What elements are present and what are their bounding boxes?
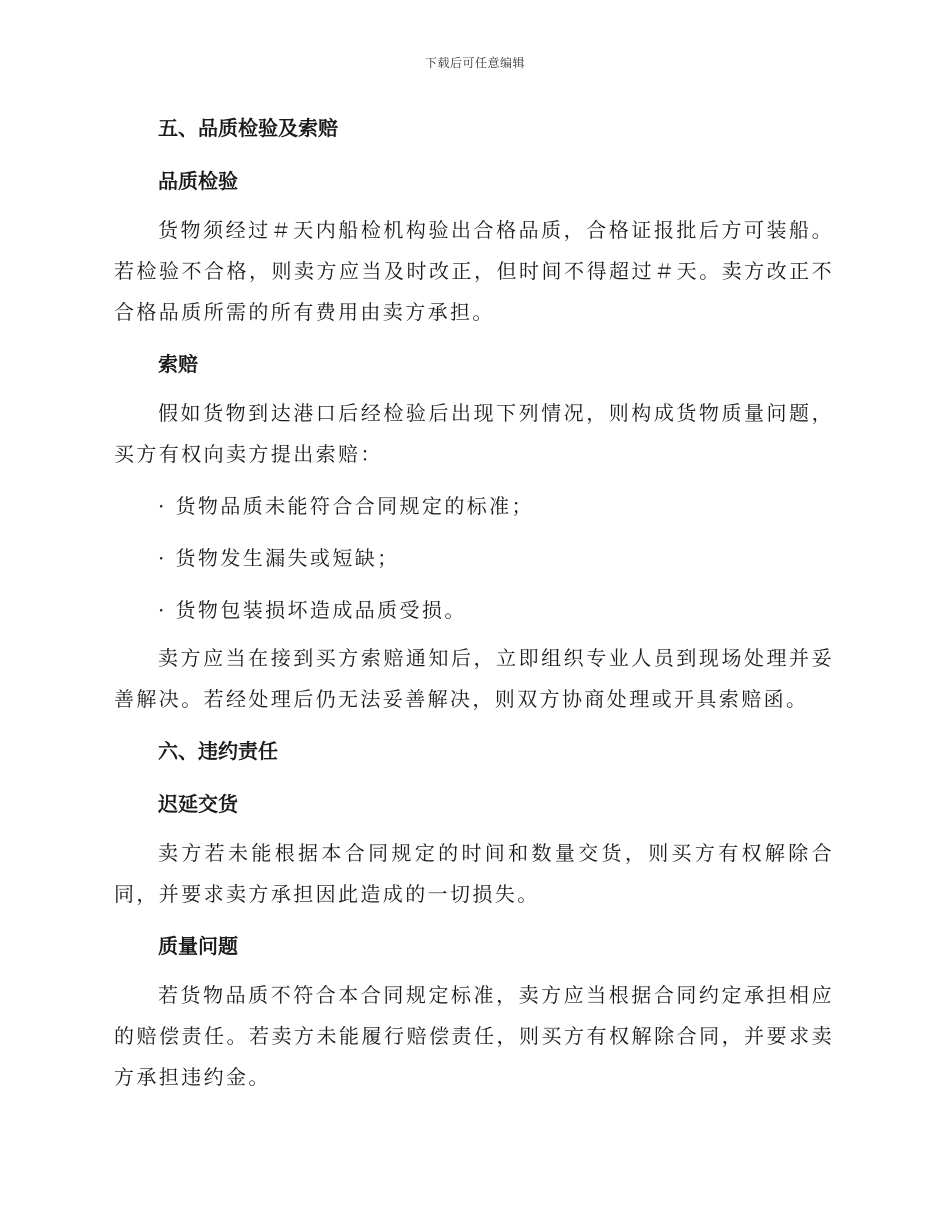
document-body <box>114 106 834 1098</box>
claim-list-item: · 货物品质未能符合合同规定的标准； <box>158 494 534 518</box>
section-5-heading: 五、品质检验及索赔 <box>158 116 338 140</box>
claim-paragraph: 假如货物到达港口后经检验后出现下列情况，则构成货物质量问题，买方有权向卖方提出索赔： <box>114 401 834 466</box>
claim-list-item: · 货物发生漏失或短缺； <box>158 546 400 570</box>
claim-resolution-paragraph: 卖方应当在接到买方索赔通知后，立即组织专业人员到现场处理并妥善解决。若经处理后仍无法妥善解决，则双方协商处理或开具索赔函。 <box>114 646 834 711</box>
section-6-heading: 六、违约责任 <box>158 739 278 763</box>
quality-inspection-heading: 品质检验 <box>158 169 238 193</box>
delay-delivery-heading: 迟延交货 <box>158 792 238 816</box>
quality-inspection-paragraph: 货物须经过＃天内船检机构验出合格品质，合格证报批后方可装船。若检验不合格，则卖方应当及时改正，但时间不得超过＃天。卖方改正不合格品质所需的所有费用由卖方承担。 <box>114 218 834 324</box>
delay-delivery-paragraph: 卖方若未能根据本合同规定的时间和数量交货，则买方有权解除合同，并要求卖方承担因此造成的一切损失。 <box>114 841 834 906</box>
claim-list-item: · 货物包装损坏造成品质受损。 <box>158 598 467 622</box>
page-header: 下载后可任意编辑 <box>424 56 525 70</box>
quality-issue-paragraph: 若货物品质不符合本合同规定标准，卖方应当根据合同约定承担相应的赔偿责任。若卖方未能履行赔偿责任，则买方有权解除合同，并要求卖方承担违约金。 <box>114 983 834 1089</box>
claim-heading: 索赔 <box>158 352 198 376</box>
quality-issue-heading: 质量问题 <box>158 934 238 958</box>
